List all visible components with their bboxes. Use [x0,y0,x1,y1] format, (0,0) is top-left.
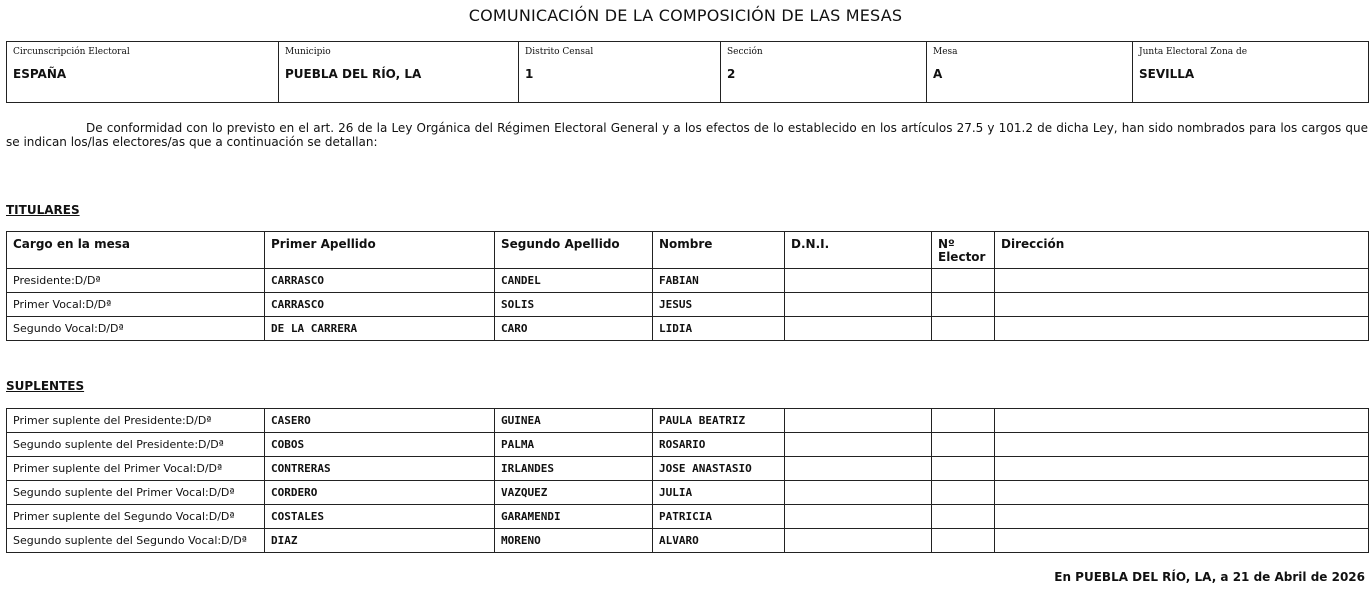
segundo-apellido-cell: CARO [495,317,653,341]
table-row [7,457,1369,481]
nombre-cell: LIDIA [653,317,785,341]
table-row [7,269,1369,293]
dni-cell [785,529,932,553]
cargo-cell: Primer suplente del Presidente:D/Dª [7,409,265,433]
header-municipio: Municipio PUEBLA DEL RÍO, LA [279,42,519,103]
nombre-cell: ALVARO [653,529,785,553]
titulares-heading: TITULARES [6,203,80,217]
segundo-apellido-cell: IRLANDES [495,457,653,481]
elector-cell [932,505,995,529]
direccion-cell [995,317,1369,341]
nombre-cell: JESUS [653,293,785,317]
direccion-cell [995,505,1369,529]
direccion-cell [995,409,1369,433]
col-nombre: Nombre [653,232,785,269]
segundo-apellido-cell: SOLIS [495,293,653,317]
elector-cell [932,269,995,293]
col-direccion: Dirección [995,232,1369,269]
cargo-cell: Primer Vocal:D/Dª [7,293,265,317]
nombre-cell: JULIA [653,481,785,505]
header-distrito: Distrito Censal 1 [519,42,721,103]
direccion-cell [995,481,1369,505]
titulares-table [6,231,1369,341]
dni-cell [785,409,932,433]
primer-apellido-cell: CARRASCO [265,269,495,293]
col-elector: Nº Elector [932,232,995,269]
nombre-cell: FABIAN [653,269,785,293]
col-primer-apellido: Primer Apellido [265,232,495,269]
primer-apellido-cell: DIAZ [265,529,495,553]
segundo-apellido-cell: GUINEA [495,409,653,433]
elector-cell [932,433,995,457]
table-row [7,409,1369,433]
table-row [7,317,1369,341]
segundo-apellido-cell: GARAMENDI [495,505,653,529]
cargo-cell: Segundo suplente del Primer Vocal:D/Dª [7,481,265,505]
dni-cell [785,433,932,457]
elector-cell [932,529,995,553]
segundo-apellido-cell: VAZQUEZ [495,481,653,505]
header-table [6,41,1369,103]
primer-apellido-cell: CASERO [265,409,495,433]
direccion-cell [995,269,1369,293]
header-seccion: Sección 2 [721,42,927,103]
primer-apellido-cell: COSTALES [265,505,495,529]
cargo-cell: Primer suplente del Primer Vocal:D/Dª [7,457,265,481]
table-row [7,293,1369,317]
segundo-apellido-cell: PALMA [495,433,653,457]
col-segundo-apellido: Segundo Apellido [495,232,653,269]
primer-apellido-cell: CORDERO [265,481,495,505]
nombre-cell: JOSE ANASTASIO [653,457,785,481]
cargo-cell: Segundo Vocal:D/Dª [7,317,265,341]
suplentes-heading: SUPLENTES [6,379,85,393]
nombre-cell: ROSARIO [653,433,785,457]
elector-cell [932,481,995,505]
document-title: COMUNICACIÓN DE LA COMPOSICIÓN DE LAS MESAS [468,6,903,25]
cargo-cell: Segundo suplente del Segundo Vocal:D/Dª [7,529,265,553]
direccion-cell [995,433,1369,457]
cargo-cell: Presidente:D/Dª [7,269,265,293]
titulares-header-row [7,232,1369,269]
dni-cell [785,293,932,317]
primer-apellido-cell: CONTRERAS [265,457,495,481]
table-row [7,505,1369,529]
elector-cell [932,317,995,341]
table-row [7,529,1369,553]
col-dni: D.N.I. [785,232,932,269]
suplentes-table [6,408,1369,553]
table-row [7,481,1369,505]
elector-cell [932,409,995,433]
cargo-cell: Segundo suplente del Presidente:D/Dª [7,433,265,457]
table-row [7,433,1369,457]
dni-cell [785,481,932,505]
elector-cell [932,457,995,481]
cargo-cell: Primer suplente del Segundo Vocal:D/Dª [7,505,265,529]
direccion-cell [995,529,1369,553]
direccion-cell [995,293,1369,317]
header-mesa: Mesa A [927,42,1133,103]
dni-cell [785,317,932,341]
primer-apellido-cell: COBOS [265,433,495,457]
header-circunscripcion: Circunscripción Electoral ESPAÑA [7,42,279,103]
intro-paragraph: De conformidad con lo previsto en el art. 26 de la Ley Orgánica del Régimen Electoral General y a los efectos de lo establecido en los artículos 27.5 y 101.2 de dicha Ley, han sido nombrados para los cargos que se indican los/las electores/as que a continuación se detallan: [6,121,1368,149]
elector-cell [932,293,995,317]
primer-apellido-cell: DE LA CARRERA [265,317,495,341]
nombre-cell: PAULA BEATRIZ [653,409,785,433]
header-junta: Junta Electoral Zona de SEVILLA [1133,42,1369,103]
segundo-apellido-cell: MORENO [495,529,653,553]
dni-cell [785,269,932,293]
primer-apellido-cell: CARRASCO [265,293,495,317]
footer-place-date: En PUEBLA DEL RÍO, LA, a 21 de Abril de 2026 [1054,570,1365,584]
col-cargo: Cargo en la mesa [7,232,265,269]
dni-cell [785,457,932,481]
direccion-cell [995,457,1369,481]
dni-cell [785,505,932,529]
segundo-apellido-cell: CANDEL [495,269,653,293]
nombre-cell: PATRICIA [653,505,785,529]
